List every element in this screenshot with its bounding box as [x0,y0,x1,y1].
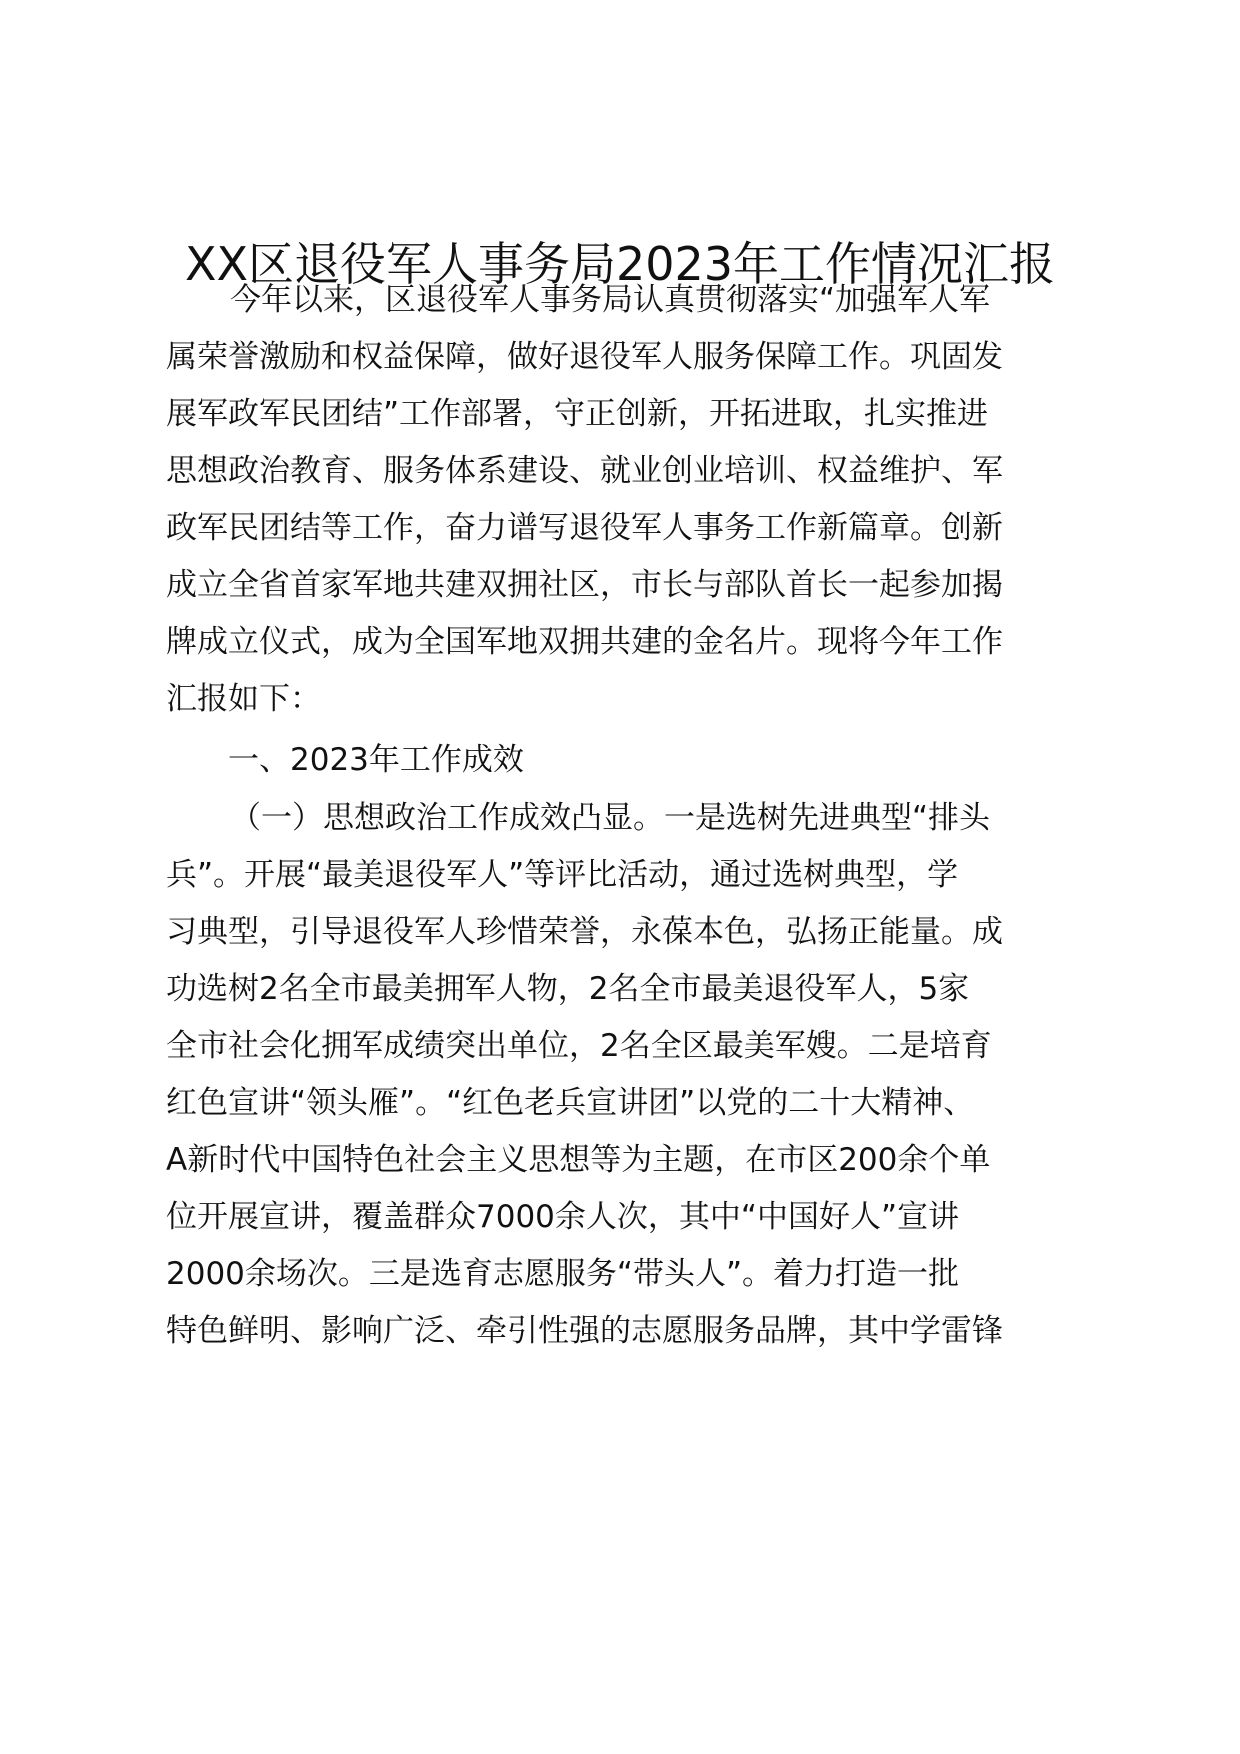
paragraph-line: 兵”。开展“最美退役军人”等评比活动，通过选树典型，学 [166,857,959,893]
paragraph-line: 习典型，引导退役军人珍惜荣誉，永葆本色，弘扬正能量。成 [166,914,1003,950]
paragraph-line: 牌成立仪式，成为全国军地双拥共建的金名片。现将今年工作 [166,624,1003,660]
paragraph-line: 思想政治教育、服务体系建设、就业创业培训、权益维护、军 [166,453,1003,489]
paragraph-line: 今年以来，区退役军人事务局认真贯彻落实“加强军人军 [230,282,991,318]
paragraph-line: 政军民团结等工作，奋力谱写退役军人事务工作新篇章。创新 [166,510,1003,546]
paragraph-line: 特色鲜明、影响广泛、牵引性强的志愿服务品牌，其中学雷锋 [166,1313,1003,1349]
paragraph-line: （一）思想政治工作成效凸显。一是选树先进典型“排头 [230,800,991,836]
paragraph-line: 功选树2名全市最美拥军人物，2名全市最美退役军人，5家 [166,971,970,1007]
paragraph-line: 2000余场次。三是选育志愿服务“带头人”。着力打造一批 [166,1256,960,1292]
paragraph-line: 成立全省首家军地共建双拥社区，市长与部队首长一起参加揭 [166,567,1003,603]
document-title: XX区退役军人事务局2023年工作情况汇报 [184,237,1056,291]
paragraph-line: A新时代中国特色社会主义思想等为主题，在市区200余个单 [166,1142,991,1178]
paragraph-line: 展军政军民团结”工作部署，守正创新，开拓进取，扎实推进 [166,396,989,432]
paragraph-line: 全市社会化拥军成绩突出单位，2名全区最美军嫂。二是培育 [166,1028,992,1064]
paragraph-line: 汇报如下： [166,681,321,717]
section-heading: 一、2023年工作成效 [228,742,524,778]
paragraph-line: 红色宣讲“领头雁”。“红色老兵宣讲团”以党的二十大精神、 [166,1085,975,1121]
paragraph-line: 属荣誉激励和权益保障，做好退役军人服务保障工作。巩固发 [166,339,1003,375]
paragraph-line: 位开展宣讲，覆盖群众7000余人次，其中“中国好人”宣讲 [166,1199,960,1235]
